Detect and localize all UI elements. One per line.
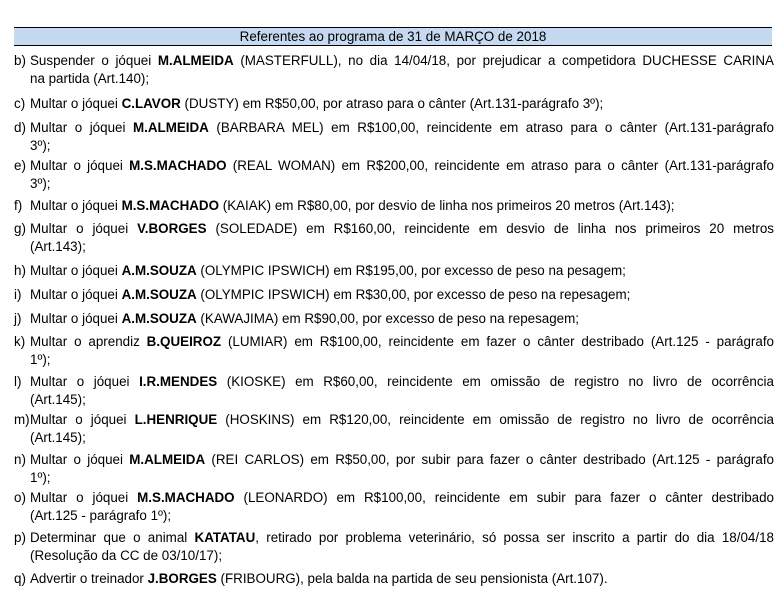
jockey-name: M.ALMEIDA [157,53,234,68]
item-marker: q) [14,571,26,586]
animal-name: KATATAU [194,530,256,545]
item-marker: p) [14,530,26,545]
jockey-name: C.LAVOR [121,96,181,111]
item-line: m)Multar o jóquei L.HENRIQUE (HOSKINS) em R$120,00, reincidente em omissão de registro no livro de ocorrência [14,412,774,427]
item-continuation: na partida (Art.140); [30,70,150,86]
item-line: j) Multar o jóquei A.M.SOUZA (KAWAJIMA) em R$90,00, por excesso de peso na repesagem; [14,311,580,326]
item-line: g) Multar o jóquei V.BORGES (SOLEDADE) em R$160,00, reincidente em desvio de linha nos primeiros 20 metros [14,221,774,236]
list-item [14,157,774,192]
list-item [14,95,774,113]
item-line: d) Multar o jóquei M.ALMEIDA (BARBARA MEL) em R$100,00, reincidente em atraso para o cânter (Art.131-parágrafo [14,120,774,135]
item-line: q) Advertir o treinador J.BORGES (FRIBOURG), pela balda na partida de seu pensionista (Art.107). [14,571,608,586]
list-item [14,373,774,408]
jockey-name: L.HENRIQUE [134,412,218,427]
jockey-name: M.ALMEIDA [132,120,209,135]
item-line: c) Multar o jóquei C.LAVOR (DUSTY) em R$50,00, por atraso para o cânter (Art.131-parágrafo 3º); [14,96,604,111]
list-item [14,529,774,564]
item-line: n) Multar o jóquei M.ALMEIDA (REI CARLOS) em R$50,00, por subir para fazer o cânter destribado (Art.125 - parágrafo [14,452,774,467]
item-marker: c) [14,96,26,111]
list-item [14,197,774,215]
list-item [14,333,774,368]
list-item [14,489,774,524]
item-marker: e) [14,158,26,173]
item-continuation: (Art.125 - parágrafo 1º); [30,507,172,523]
jockey-name: B.QUEIROZ [146,334,222,349]
item-marker: d) [14,120,26,135]
item-marker: f) [14,198,23,213]
item-marker: h) [14,263,26,278]
item-line: f) Multar o jóquei M.S.MACHADO (KAIAK) em R$80,00, por desvio de linha nos primeiros 20 metros (Art.143); [14,198,675,213]
jockey-name: M.ALMEIDA [129,452,206,467]
list-item [14,220,774,255]
item-continuation: (Resolução da CC de 03/10/17); [30,547,223,563]
jockey-name: A.M.SOUZA [121,287,197,302]
list-item [14,310,774,328]
item-marker: m) [14,412,30,427]
jockey-name: A.M.SOUZA [121,263,197,278]
item-continuation: (Art.145); [30,391,86,407]
list-item [14,451,774,486]
item-marker: i) [14,287,22,302]
jockey-name: M.S.MACHADO [121,198,220,213]
item-marker: g) [14,221,26,236]
item-continuation: 1º); [30,469,51,485]
item-line: o) Multar o jóquei M.S.MACHADO (LEONARDO) em R$100,00, reincidente em subir para fazer o cânter destribado [14,490,774,505]
item-marker: j) [14,311,22,326]
item-line: b) Suspender o jóquei M.ALMEIDA (MASTERFULL), no dia 14/04/18, por prejudicar a competidora DUCHESSE CARINA [14,53,774,68]
item-line: e) Multar o jóquei M.S.MACHADO (REAL WOMAN) em R$200,00, reincidente em atraso para o cânter (Art.131-parágrafo [14,158,774,173]
item-continuation: 3º); [30,175,51,191]
item-marker: k) [14,334,26,349]
jockey-name: V.BORGES [137,221,207,236]
list-item [14,262,774,280]
item-marker: l) [14,374,22,389]
list-item [14,286,774,304]
jockey-name: I.R.MENDES [139,374,218,389]
item-line: p) Determinar que o animal KATATAU, retirado por problema veterinário, só possa ser inscrito a partir do dia 18/04/18 [14,530,774,545]
jockey-name: A.M.SOUZA [121,311,197,326]
jockey-name: M.S.MACHADO [129,158,227,173]
trainer-name: J.BORGES [147,571,217,586]
item-continuation: (Art.143); [30,238,86,254]
section-header: Referentes ao programa de 31 de MARÇO de 2018 [14,27,772,46]
list-item [14,52,774,87]
item-line: h) Multar o jóquei A.M.SOUZA (OLYMPIC IPSWICH) em R$195,00, por excesso de peso na pesagem; [14,263,626,278]
item-line: l) Multar o jóquei I.R.MENDES (KIOSKE) em R$60,00, reincidente em omissão de registro no livro de ocorrência [14,374,774,389]
jockey-name: M.S.MACHADO [137,490,235,505]
list-item [14,411,774,446]
item-marker: n) [14,452,26,467]
item-continuation: (Art.145); [30,429,86,445]
item-continuation: 3º); [30,137,51,153]
item-line: i) Multar o jóquei A.M.SOUZA (OLYMPIC IPSWICH) em R$30,00, por excesso de peso na repesagem; [14,287,631,302]
list-item [14,119,774,154]
item-line: k) Multar o aprendiz B.QUEIROZ (LUMIAR) em R$100,00, reincidente em fazer o cânter destribado (Art.125 - parágrafo [14,334,774,349]
list-item [14,570,774,588]
item-marker: b) [14,53,26,68]
item-marker: o) [14,490,26,505]
item-continuation: 1º); [30,351,51,367]
